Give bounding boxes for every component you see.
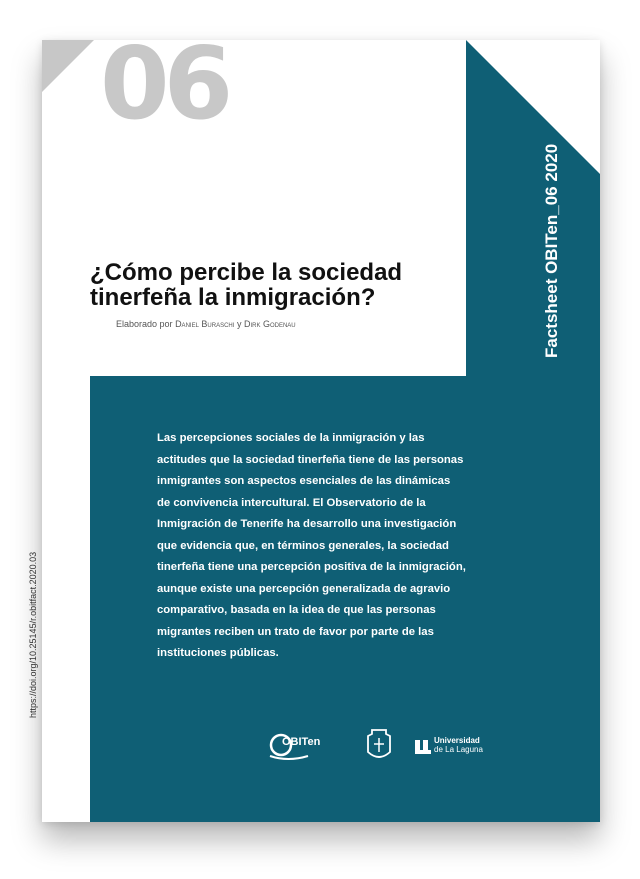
abstract-line: inmigrantes son aspectos esenciales de las dinámicas — [157, 475, 451, 487]
abstract-line: Inmigración de Tenerife ha desarrollo una investigación — [157, 518, 457, 530]
abstract-line: de convivencia intercultural. El Observatorio de la — [157, 496, 426, 509]
right-teal-band — [466, 40, 600, 376]
authors-connector: y — [236, 319, 242, 329]
issue-number: 06 — [100, 40, 228, 142]
author-2: Dirk Godenau — [243, 319, 296, 329]
abstract — [157, 428, 487, 665]
abstract-line: comparativo, basada en la idea de que las personas — [157, 604, 436, 616]
obiten-logo-text: OBITen — [282, 736, 321, 748]
abstract-line: Las percepciones sociales de la inmigración y las — [157, 432, 425, 444]
logos-row — [268, 726, 568, 786]
series-label: Factsheet OBITen_06 2020 — [542, 143, 561, 358]
obiten-logo — [268, 732, 348, 762]
abstract-line: aunque existe una percepción generalizada de agravio — [157, 582, 451, 595]
ull-line-1: Universidad — [434, 736, 480, 745]
title-line-2: tinerfeña la inmigración? — [90, 284, 376, 311]
abstract-line: tinerfeña tiene una percepción positiva de la inmigración, — [157, 561, 466, 573]
title-line-1: ¿Cómo percibe la sociedad — [90, 259, 403, 286]
authors-prefix: Elaborado por — [116, 319, 173, 329]
ull-line-2: de La Laguna — [434, 745, 483, 754]
crest-icon — [364, 726, 394, 766]
main-teal-band — [90, 376, 600, 822]
ull-logo-icon — [414, 738, 432, 756]
factsheet-cover — [42, 40, 600, 822]
doi-link[interactable]: https://doi.org/10.25145/r.obitfact.2020.03 — [28, 551, 38, 718]
abstract-line: actitudes que la sociedad tinerfeña tiene de las personas — [157, 453, 464, 466]
authors-line — [116, 319, 296, 329]
ull-logo — [414, 734, 504, 764]
cabildo-crest-logo — [364, 726, 394, 766]
ull-logo-text — [434, 736, 483, 754]
page-title — [90, 260, 450, 310]
abstract-line: migrantes reciben un trato de favor por parte de las — [157, 625, 434, 638]
band-notch — [466, 40, 600, 174]
abstract-line: instituciones públicas. — [157, 647, 279, 659]
author-1: Daniel Buraschi — [175, 319, 235, 329]
abstract-line: que evidencia que, en términos generales, la sociedad — [157, 539, 449, 552]
corner-triangle — [42, 40, 94, 92]
